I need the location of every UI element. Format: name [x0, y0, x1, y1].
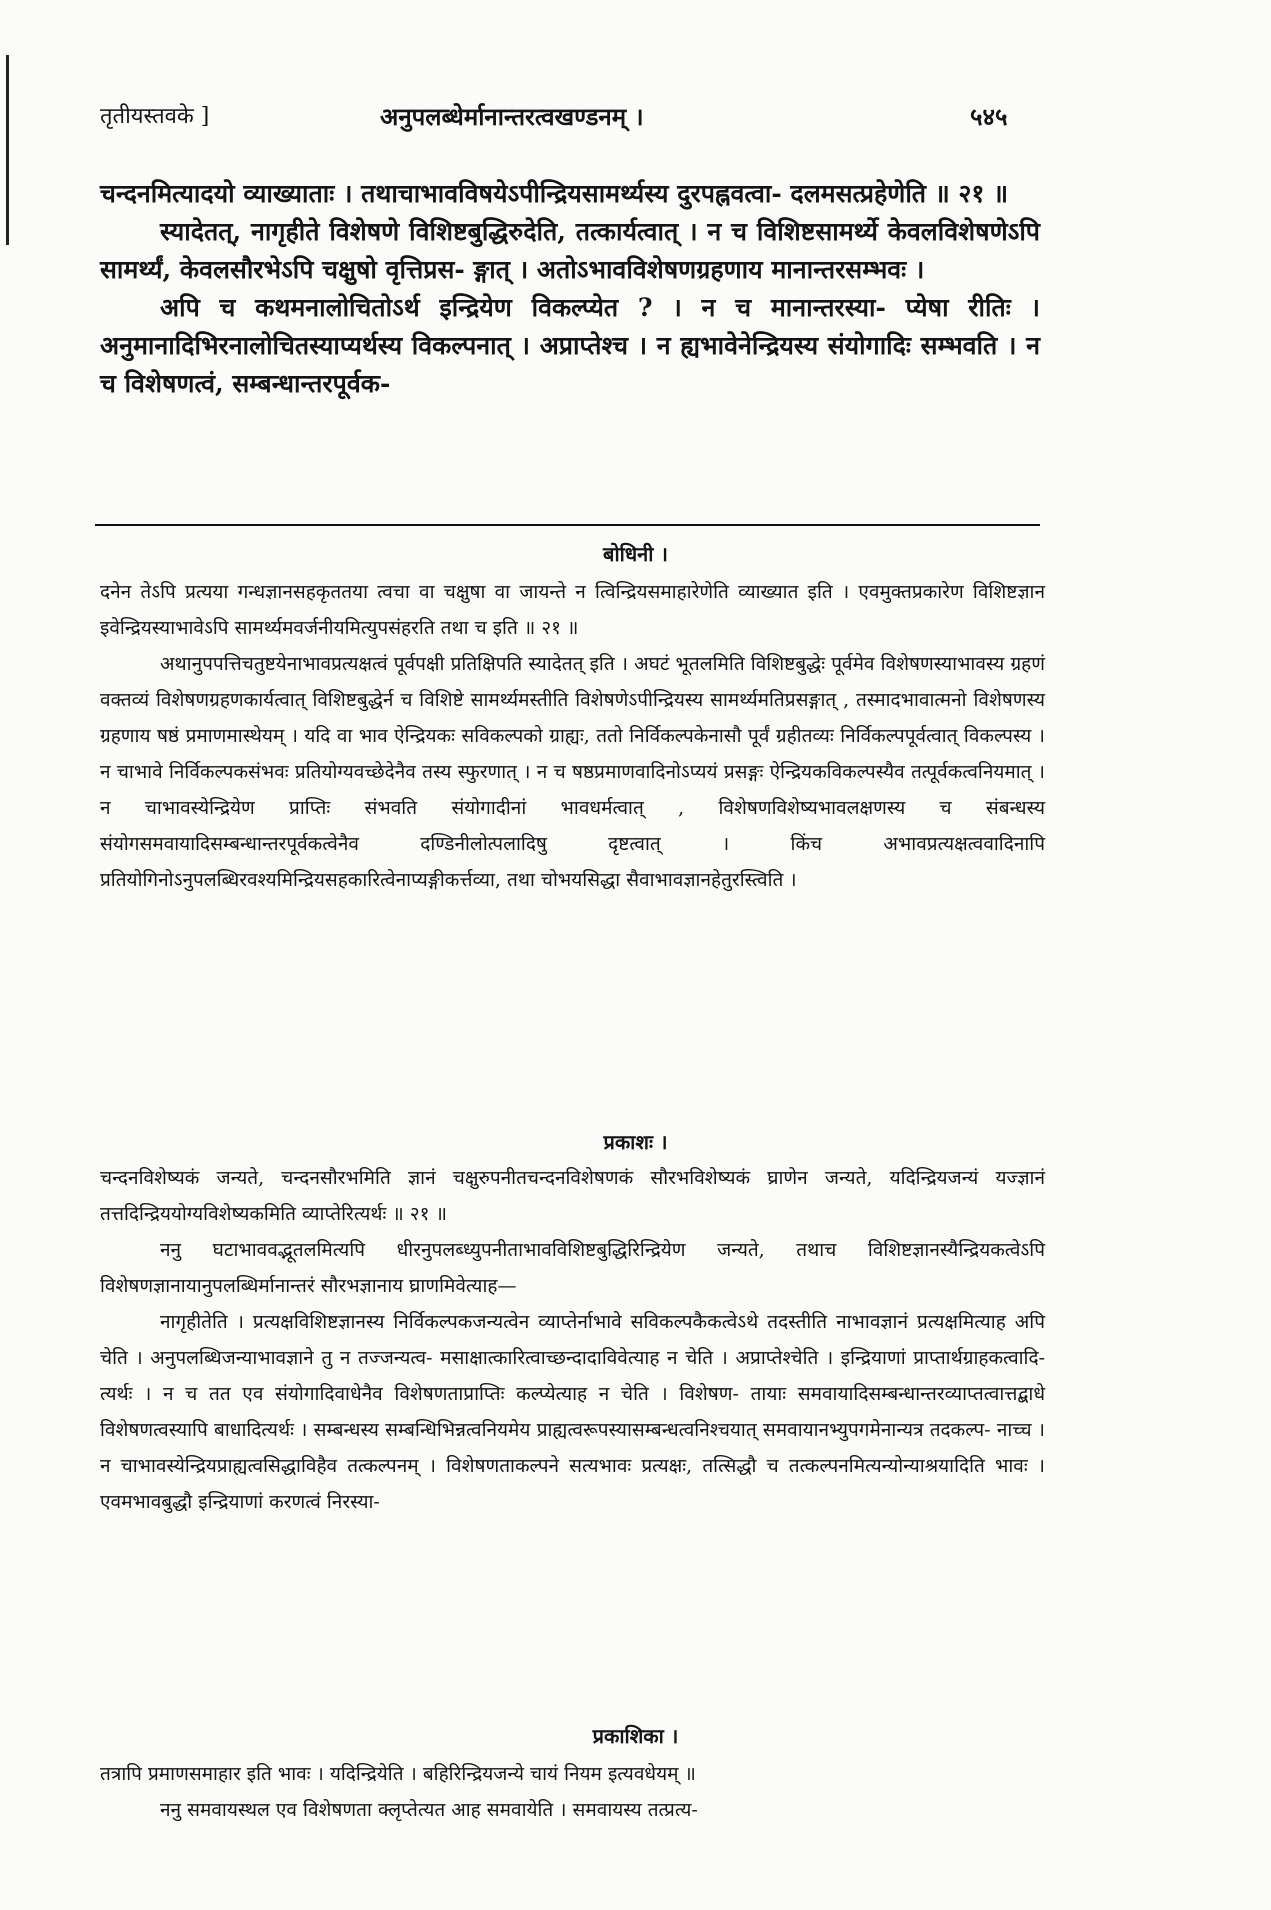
- prakasha-commentary: [100, 1160, 1045, 1520]
- commentary-paragraph: ननु समवायस्थल एव विशेषणता क्लृप्तेत्यत आह समवायेति । समवायस्य तत्प्रत्य-: [160, 1799, 698, 1821]
- commentary-paragraph: चन्दनविशेष्यकं जन्यते, चन्दनसौरभमिति ज्ञानं चक्षुरुपनीतचन्दनविशेषणकं सौरभविशेष्यकं घ्राणेन जन्यते, यदिन्द्रियजन्यं यज्ज्ञानं तत्तदिन्द्रिययोग्यविशेष्यकमिति व्याप्तेरित्यर्थः ॥ २१ ॥: [100, 1167, 1045, 1225]
- header-title: अनुपलब्धेर्मानान्तरत्वखण्डनम् ।: [380, 102, 644, 131]
- main-paragraph: अपि च कथमनालोचितोऽर्थ इन्द्रियेण विकल्प्येत ? । न च मानान्तरस्या- प्येषा रीतिः । अनुमानादिभिरनालोचितस्याप्यर्थस्य विकल्पनात् । अप्राप्तेश्च । न ह्यभावेनेन्द्रियस्य संयोगादिः सम्भवति । न च विशेषणत्वं, सम्बन्धान्तरपूर्वक-: [100, 293, 1040, 398]
- prakashika-heading: प्रकाशिका ।: [592, 1724, 679, 1748]
- prakasha-heading: प्रकाशः ।: [603, 1130, 668, 1154]
- bodhini-commentary: [100, 574, 1045, 898]
- commentary-paragraph: नागृहीतेति । प्रत्यक्षविशिष्टज्ञानस्य निर्विकल्पकजन्यत्वेन व्याप्तेर्नाभावे सविकल्पकैकत्वेऽथे तदस्तीति नाभावज्ञानं प्रत्यक्षमित्याह अपि चेति । अनुपलब्धिजन्याभावज्ञाने तु न तज्जन्यत्व- मसाक्षात्कारित्वाच्छन्दादाविवेत्याह न चेति । अप्राप्तेश्चेति । इन्द्रियाणां प्राप्तार्थग्राहकत्वादि- त्यर्थः । न च तत एव संयोगादिवाधेनैव विशेषणताप्राप्तिः कल्प्येत्याह न चेति । विशेषण- तायाः समवायादिसम्बन्धान्तरव्याप्तत्वात्तद्बाधे विशेषणत्वस्यापि बाधादित्यर्थः । सम्बन्धस्य सम्बन्धिभिन्नत्वनियमेय प्राह्यत्वरूपस्यासम्बन्धत्वनिश्चयात् समवायानभ्युपगमेनान्यत्र तदकल्प- नाच्च । न चाभावस्येन्द्रियप्राह्यत्वसिद्धाविहैव तत्कल्पनम् । विशेषणताकल्पने सत्यभावः प्रत्यक्षः, तत्सिद्धौ च तत्कल्पनमित्यन्योन्याश्रयादिति भावः । एवमभावबुद्धौ इन्द्रियाणां करणत्वं निरस्या-: [100, 1311, 1045, 1513]
- commentary-paragraph: ननु घटाभाववद्भूतलमित्यपि धीरनुपलब्ध्युपनीताभावविशिष्टबुद्धिरिन्द्रियेण जन्यते, तथाच विशिष्टज्ञानस्यैन्द्रियकत्वेऽपि विशेषणज्ञानायानुपलब्धिर्मानान्तरं सौरभज्ञानाय घ्राणमिवेत्याह—: [100, 1239, 1045, 1297]
- header-chapter: तृतीयस्तवके ]: [100, 104, 210, 129]
- commentary-paragraph: तत्रापि प्रमाणसमाहार इति भावः । यदिन्द्रियेति । बहिरिन्द्रियजन्ये चायं नियम इत्यवधेयम् ॥: [100, 1763, 696, 1785]
- bodhini-heading: बोधिनी ।: [603, 542, 668, 566]
- commentary-paragraph: अथानुपपत्तिचतुष्टयेनाभावप्रत्यक्षत्वं पूर्वपक्षी प्रतिक्षिपति स्यादेतत् इति । अघटं भूतलमिति विशिष्टबुद्धेः पूर्वमेव विशेषणस्याभावस्य ग्रहणं वक्तव्यं विशेषणग्रहणकार्यत्वात् विशिष्टबुद्धेर्न च विशिष्टे सामर्थ्यमस्तीति विशेषणेऽपीन्द्रियस्य सामर्थ्यमतिप्रसङ्गात् , तस्मादभावात्मनो विशेषणस्य ग्रहणाय षष्ठं प्रमाणमास्थेयम् । यदि वा भाव ऐन्द्रियकः सविकल्पको ग्राह्यः, ततो निर्विकल्पकेनासौ पूर्वं ग्रहीतव्यः निर्विकल्पपूर्वत्वात् विकल्पस्य । न चाभावे निर्विकल्पकसंभवः प्रतियोग्यवच्छेदेनैव तस्य स्फुरणात् । न च षष्ठप्रमाणवादिनोऽप्ययं प्रसङ्गः ऐन्द्रियकविकल्पस्यैव तत्पूर्वकत्वनियमात् । न चाभावस्येन्द्रियेण प्राप्तिः संभवति संयोगादीनां भावधर्मत्वात् , विशेषणविशेष्यभावलक्षणस्य च संबन्धस्य संयोगसमवायादिसम्बन्धान्तरपूर्वकत्वेनैव दण्डिनीलोत्पलादिषु दृष्टत्वात् । किंच अभावप्रत्यक्षत्ववादिनापि प्रतियोगिनोऽनुपलब्धिरवश्यमिन्द्रियसहकारित्वेनाप्यङ्गीकर्त्तव्या, तथा चोभयसिद्धा सैवाभावज्ञानहेतुरस्त्विति ।: [100, 653, 1045, 891]
- prakashika-commentary: [100, 1756, 1045, 1828]
- page-number: ५४५: [970, 102, 1008, 131]
- commentary-paragraph: दनेन तेऽपि प्रत्यया गन्धज्ञानसहकृततया त्वचा वा चक्षुषा वा जायन्ते न त्विन्द्रियसमाहारेणेति व्याख्यात इति । एवमुक्तप्रकारेण विशिष्टज्ञान इवेन्द्रियस्याभावेऽपि सामर्थ्यमवर्जनीयमित्युपसंहरति तथा च इति ॥ २१ ॥: [100, 581, 1045, 639]
- main-verse-text: [100, 175, 1040, 403]
- binding-edge: [6, 55, 9, 245]
- main-paragraph: चन्दनमित्यादयो व्याख्याताः । तथाचाभावविषयेऽपीन्द्रियसामर्थ्यस्य दुरपह्नवत्वा- दलमसत्प्रहेणेति ॥ २१ ॥: [100, 179, 1009, 208]
- divider-rule: [95, 524, 1040, 526]
- main-paragraph: स्यादेतत्, नागृहीते विशेषणे विशिष्टबुद्धिरुदेति, तत्कार्यत्वात् । न च विशिष्टसामर्थ्ये केवलविशेषणेऽपि सामर्थ्यं, केवलसौरभेऽपि चक्षुषो वृत्तिप्रस- ङ्गात् । अतोऽभावविशेषणग्रहणाय मानान्तरसम्भवः ।: [100, 217, 1040, 284]
- running-header: [100, 100, 1041, 134]
